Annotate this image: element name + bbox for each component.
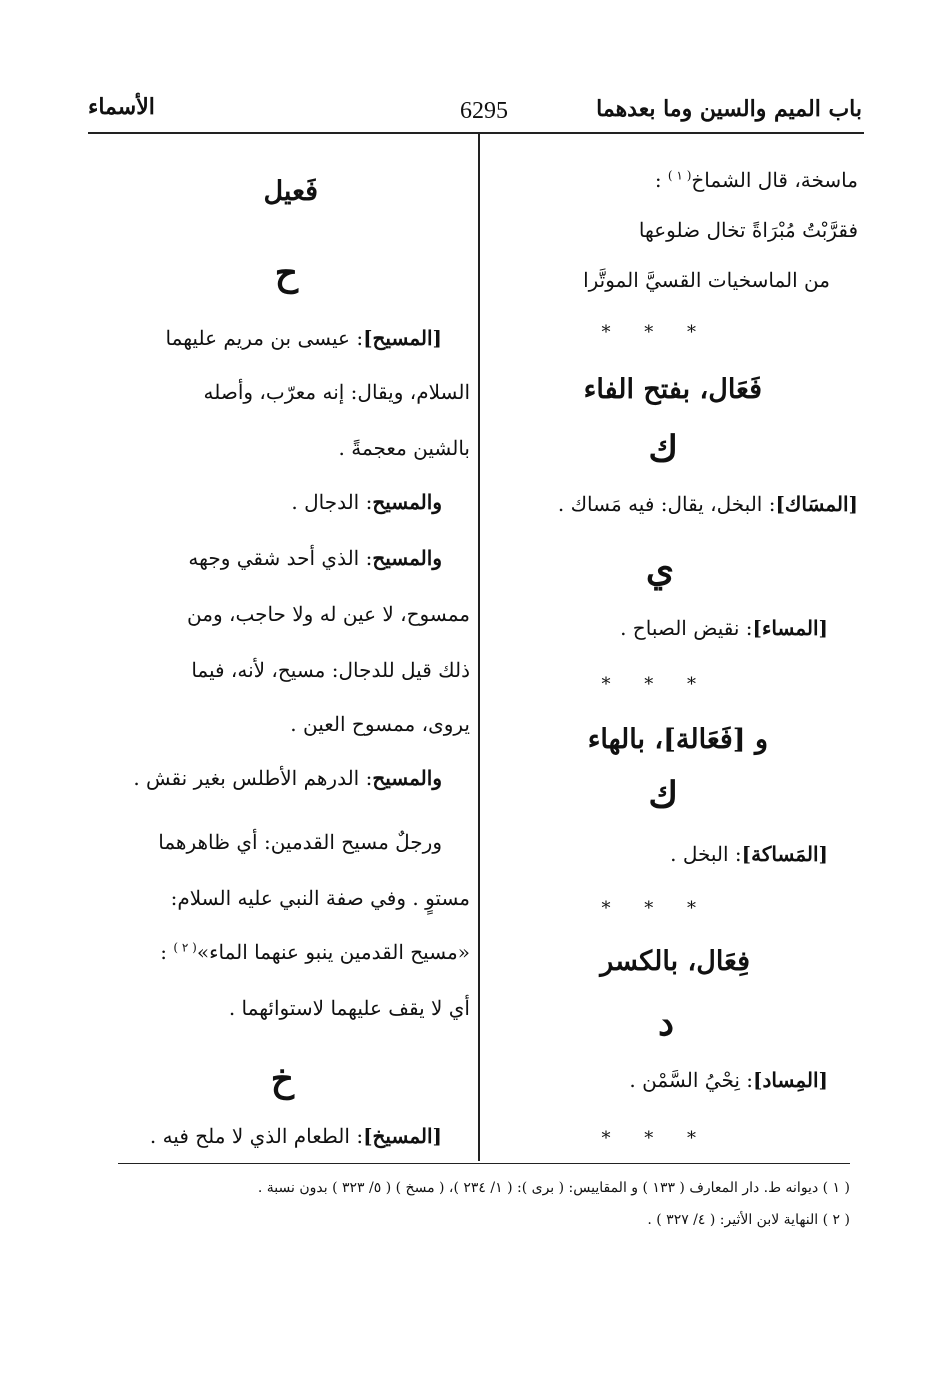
- entry-line: والمسيح: الذي أحد شقي وجهه: [188, 546, 442, 570]
- letter-heading: خ: [270, 1058, 294, 1100]
- footnote-ref: ( ١ ): [667, 168, 692, 183]
- entry-line: والمسيح: الدجال .: [291, 490, 442, 514]
- entry-line: [المسيخ]: الطعام الذي لا ملح فيه .: [149, 1124, 442, 1148]
- footnote-ref: ( ٢ ): [173, 940, 197, 955]
- section-heading: فَعيل: [263, 176, 318, 207]
- section-separator: * * *: [601, 898, 710, 919]
- entry-line: [المساء]: نقيض الصباح .: [620, 616, 828, 640]
- entry-line: [المسيح]: عيسى بن مريم عليهما: [165, 326, 442, 350]
- text-line: بالشين معجمةً .: [338, 436, 470, 460]
- letter-heading: ك: [648, 774, 678, 816]
- section-heading: فِعَال، بالكسر: [600, 946, 750, 977]
- text-line: ممسوح، لا عين له ولا حاجب، ومن: [187, 602, 470, 626]
- text-line: ذلك قيل للدجال: مسيح، لأنه، فيما: [191, 658, 470, 682]
- letter-heading: ي: [645, 548, 674, 590]
- text-line: ورجلٌ مسيح القدمين: أي ظاهرهما: [158, 830, 442, 854]
- footnote: ( ٢ ) النهاية لابن الأثير: ( ٤/ ٣٢٧ ) .: [647, 1212, 850, 1228]
- column-divider: [478, 133, 480, 1161]
- entry-line: [المسَاك]: البخل، يقال: فيه مَساك .: [557, 492, 858, 516]
- text-line: يروى، ممسوح العين .: [290, 712, 470, 736]
- letter-heading: ك: [648, 428, 678, 470]
- verse-line: من الماسخيات القسيَّ الموتَّرا: [583, 268, 830, 292]
- text-line: ماسخة، قال الشماخ$^{( ١ )}$ :: [654, 168, 858, 192]
- text-line: أي لا يقف عليهما لاستوائهما .: [228, 996, 470, 1020]
- section-heading: فَعَال، بفتح الفاء: [583, 374, 762, 405]
- running-title-left: الأسماء: [88, 94, 155, 120]
- section-separator: * * *: [601, 322, 710, 343]
- footnote-rule: [118, 1163, 850, 1164]
- entry-line: [المَساكة]: البخل .: [670, 842, 828, 866]
- section-separator: * * *: [601, 674, 710, 695]
- letter-heading: د: [657, 1002, 674, 1044]
- verse-line: فقرَّبْتُ مُبْرَاةً تخال ضلوعها: [638, 218, 858, 242]
- footnote: ( ١ ) ديوانه ط. دار المعارف ( ١٣٣ ) و المقاييس: ( برى ): ( ١/ ٢٣٤ )، ( مسخ ) ( ٥/ ٣٢٣ ) بدون نسبة .: [257, 1180, 850, 1196]
- text-line: السلام، ويقال: إنه معرّب، وأصله: [203, 380, 470, 404]
- page-number: 6295: [460, 98, 508, 124]
- entry-line: والمسيح: الدرهم الأطلس بغير نقش .: [133, 766, 442, 790]
- running-title-right: باب الميم والسين وما بعدهما: [596, 96, 862, 122]
- section-heading: و [فَعَالة]، بالهاء: [587, 724, 768, 755]
- entry-line: [المِساد]: نِحْيُ السَّمْن .: [629, 1068, 828, 1092]
- text-line: مستوٍ . وفي صفة النبي عليه السلام:: [170, 886, 470, 910]
- text-line: «مسيح القدمين ينبو عنهما الماء»$^{( ٢ )}$ :: [160, 940, 470, 964]
- letter-heading: ح: [274, 252, 298, 294]
- section-separator: * * *: [601, 1128, 710, 1149]
- header-rule: [88, 132, 864, 134]
